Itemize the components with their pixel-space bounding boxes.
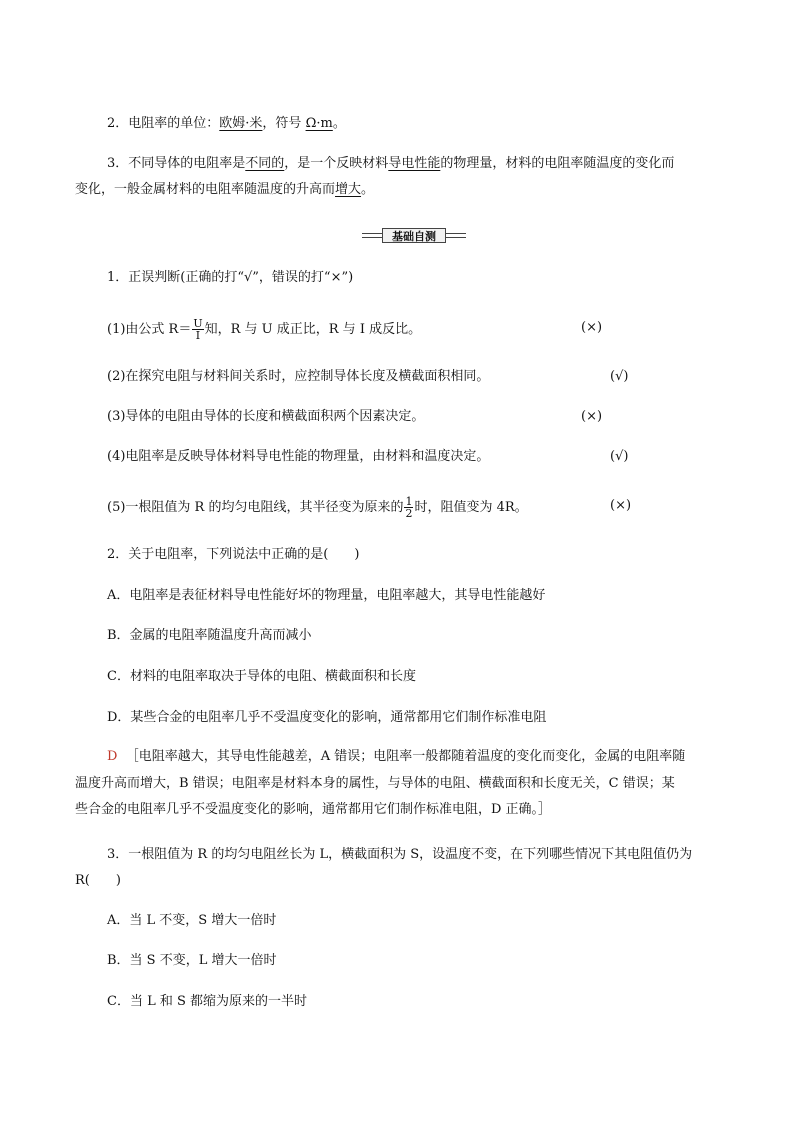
banner-title: 基础自测 xyxy=(382,228,446,243)
section-banner xyxy=(361,227,467,244)
q3-stem-line2: R( ) xyxy=(75,873,121,888)
q2-option-d: D．某些合金的电阻率几乎不受温度变化的影响，通常都用它们制作标准电阻 xyxy=(107,710,547,725)
q1-stem: 1．正误判断(正确的打“√”，错误的打“×”) xyxy=(107,270,354,285)
resistivity-text-c: ，是一个反映材料 xyxy=(284,156,389,171)
q2-option-c: C．材料的电阻率取决于导体的电阻、横截面积和长度 xyxy=(107,669,416,684)
q2-explanation-line2: 温度升高而增大，B 错误；电阻率是材料本身的属性，与导体的电阻、横截面积和长度无关，C 错误；某 xyxy=(75,776,675,791)
q3-option-a: A．当 L 不变，S 增大一倍时 xyxy=(107,913,277,928)
q2-answer-letter: D xyxy=(107,749,118,764)
q1-item-5 xyxy=(107,496,528,519)
q2-option-b: B．金属的电阻率随温度升高而减小 xyxy=(107,628,312,643)
q1-item-5-mark: (×) xyxy=(610,498,632,513)
fraction-one-half xyxy=(404,496,413,519)
fraction-denominator: I xyxy=(195,329,201,342)
q2-explanation-text-1: ［电阻率越大，其导电性能越差，A 错误；电阻率一般都随着温度的变化而变化，金属的电阻率随 xyxy=(125,749,686,764)
q1-item-2-mark: (√) xyxy=(610,369,629,384)
unit-name-blank: 欧姆·米 xyxy=(219,116,263,131)
resistivity-blank-3: 增大 xyxy=(335,182,362,197)
resistivity-blank-2: 导电性能 xyxy=(388,156,441,171)
resistivity-blank-1: 不同的 xyxy=(245,156,285,171)
fraction-numerator: 1 xyxy=(405,495,413,508)
q1-item-5-pre: (5)一根阻值为 R 的均匀电阻线，其半径变为原来的 xyxy=(107,500,404,515)
unit-text-e: 。 xyxy=(332,116,346,131)
resistivity-paragraph-line1 xyxy=(107,154,674,174)
fraction-numerator: U xyxy=(193,317,203,330)
q1-item-5-post: 时，阻值变为 4R。 xyxy=(414,500,528,515)
q3-stem-line1: 3．一根阻值为 R 的均匀电阻丝长为 L，横截面积为 S，设温度不变，在下列哪些情况下其电阻值仍为 xyxy=(107,847,693,862)
resistivity-paragraph-line2 xyxy=(75,180,374,200)
q3-option-c: C．当 L 和 S 都缩为原来的一半时 xyxy=(107,994,308,1009)
q1-item-1 xyxy=(107,318,421,341)
resistivity-text-e: 的物理量，材料的电阻率随温度的变化而 xyxy=(440,156,675,171)
q1-item-3-mark: (×) xyxy=(581,409,603,424)
unit-text-c: ，符号 xyxy=(262,116,306,131)
q1-item-3: (3)导体的电阻由导体的长度和横截面积两个因素决定。 xyxy=(107,409,425,424)
unit-text-a: 2．电阻率的单位： xyxy=(107,116,220,131)
q1-item-1-post: 知，R 与 U 成正比，R 与 I 成反比。 xyxy=(204,322,422,337)
q3-option-b: B．当 S 不变，L 增大一倍时 xyxy=(107,953,277,968)
banner-left-ornament xyxy=(362,231,382,240)
q2-stem: 2．关于电阻率，下列说法中正确的是( ) xyxy=(107,547,360,562)
q1-item-2: (2)在探究电阻与材料间关系时，应控制导体长度及横截面积相同。 xyxy=(107,369,490,384)
resistivity-line2-c: 。 xyxy=(361,182,375,197)
q2-explanation-line3: 些合金的电阻率几乎不受温度变化的影响，通常都用它们制作标准电阻，D 正确。］ xyxy=(75,802,552,817)
q2-explanation-line1 xyxy=(107,747,685,767)
fraction-denominator: 2 xyxy=(405,507,413,520)
resistivity-line2-a: 变化，一般金属材料的电阻率随温度的升高而 xyxy=(75,182,336,197)
resistivity-text-a: 3．不同导体的电阻率是 xyxy=(107,156,246,171)
q1-item-4: (4)电阻率是反映导体材料导电性能的物理量，由材料和温度决定。 xyxy=(107,449,490,464)
fraction-u-over-i xyxy=(192,318,203,341)
unit-paragraph xyxy=(107,114,346,134)
unit-symbol-blank: Ω·m xyxy=(305,116,333,131)
q1-item-4-mark: (√) xyxy=(610,449,629,464)
banner-right-ornament xyxy=(446,231,466,240)
q2-option-a: A．电阻率是表征材料导电性能好坏的物理量，电阻率越大，其导电性能越好 xyxy=(107,588,546,603)
q1-item-1-pre: (1)由公式 R＝ xyxy=(107,322,192,337)
q1-item-1-mark: (×) xyxy=(581,320,603,335)
